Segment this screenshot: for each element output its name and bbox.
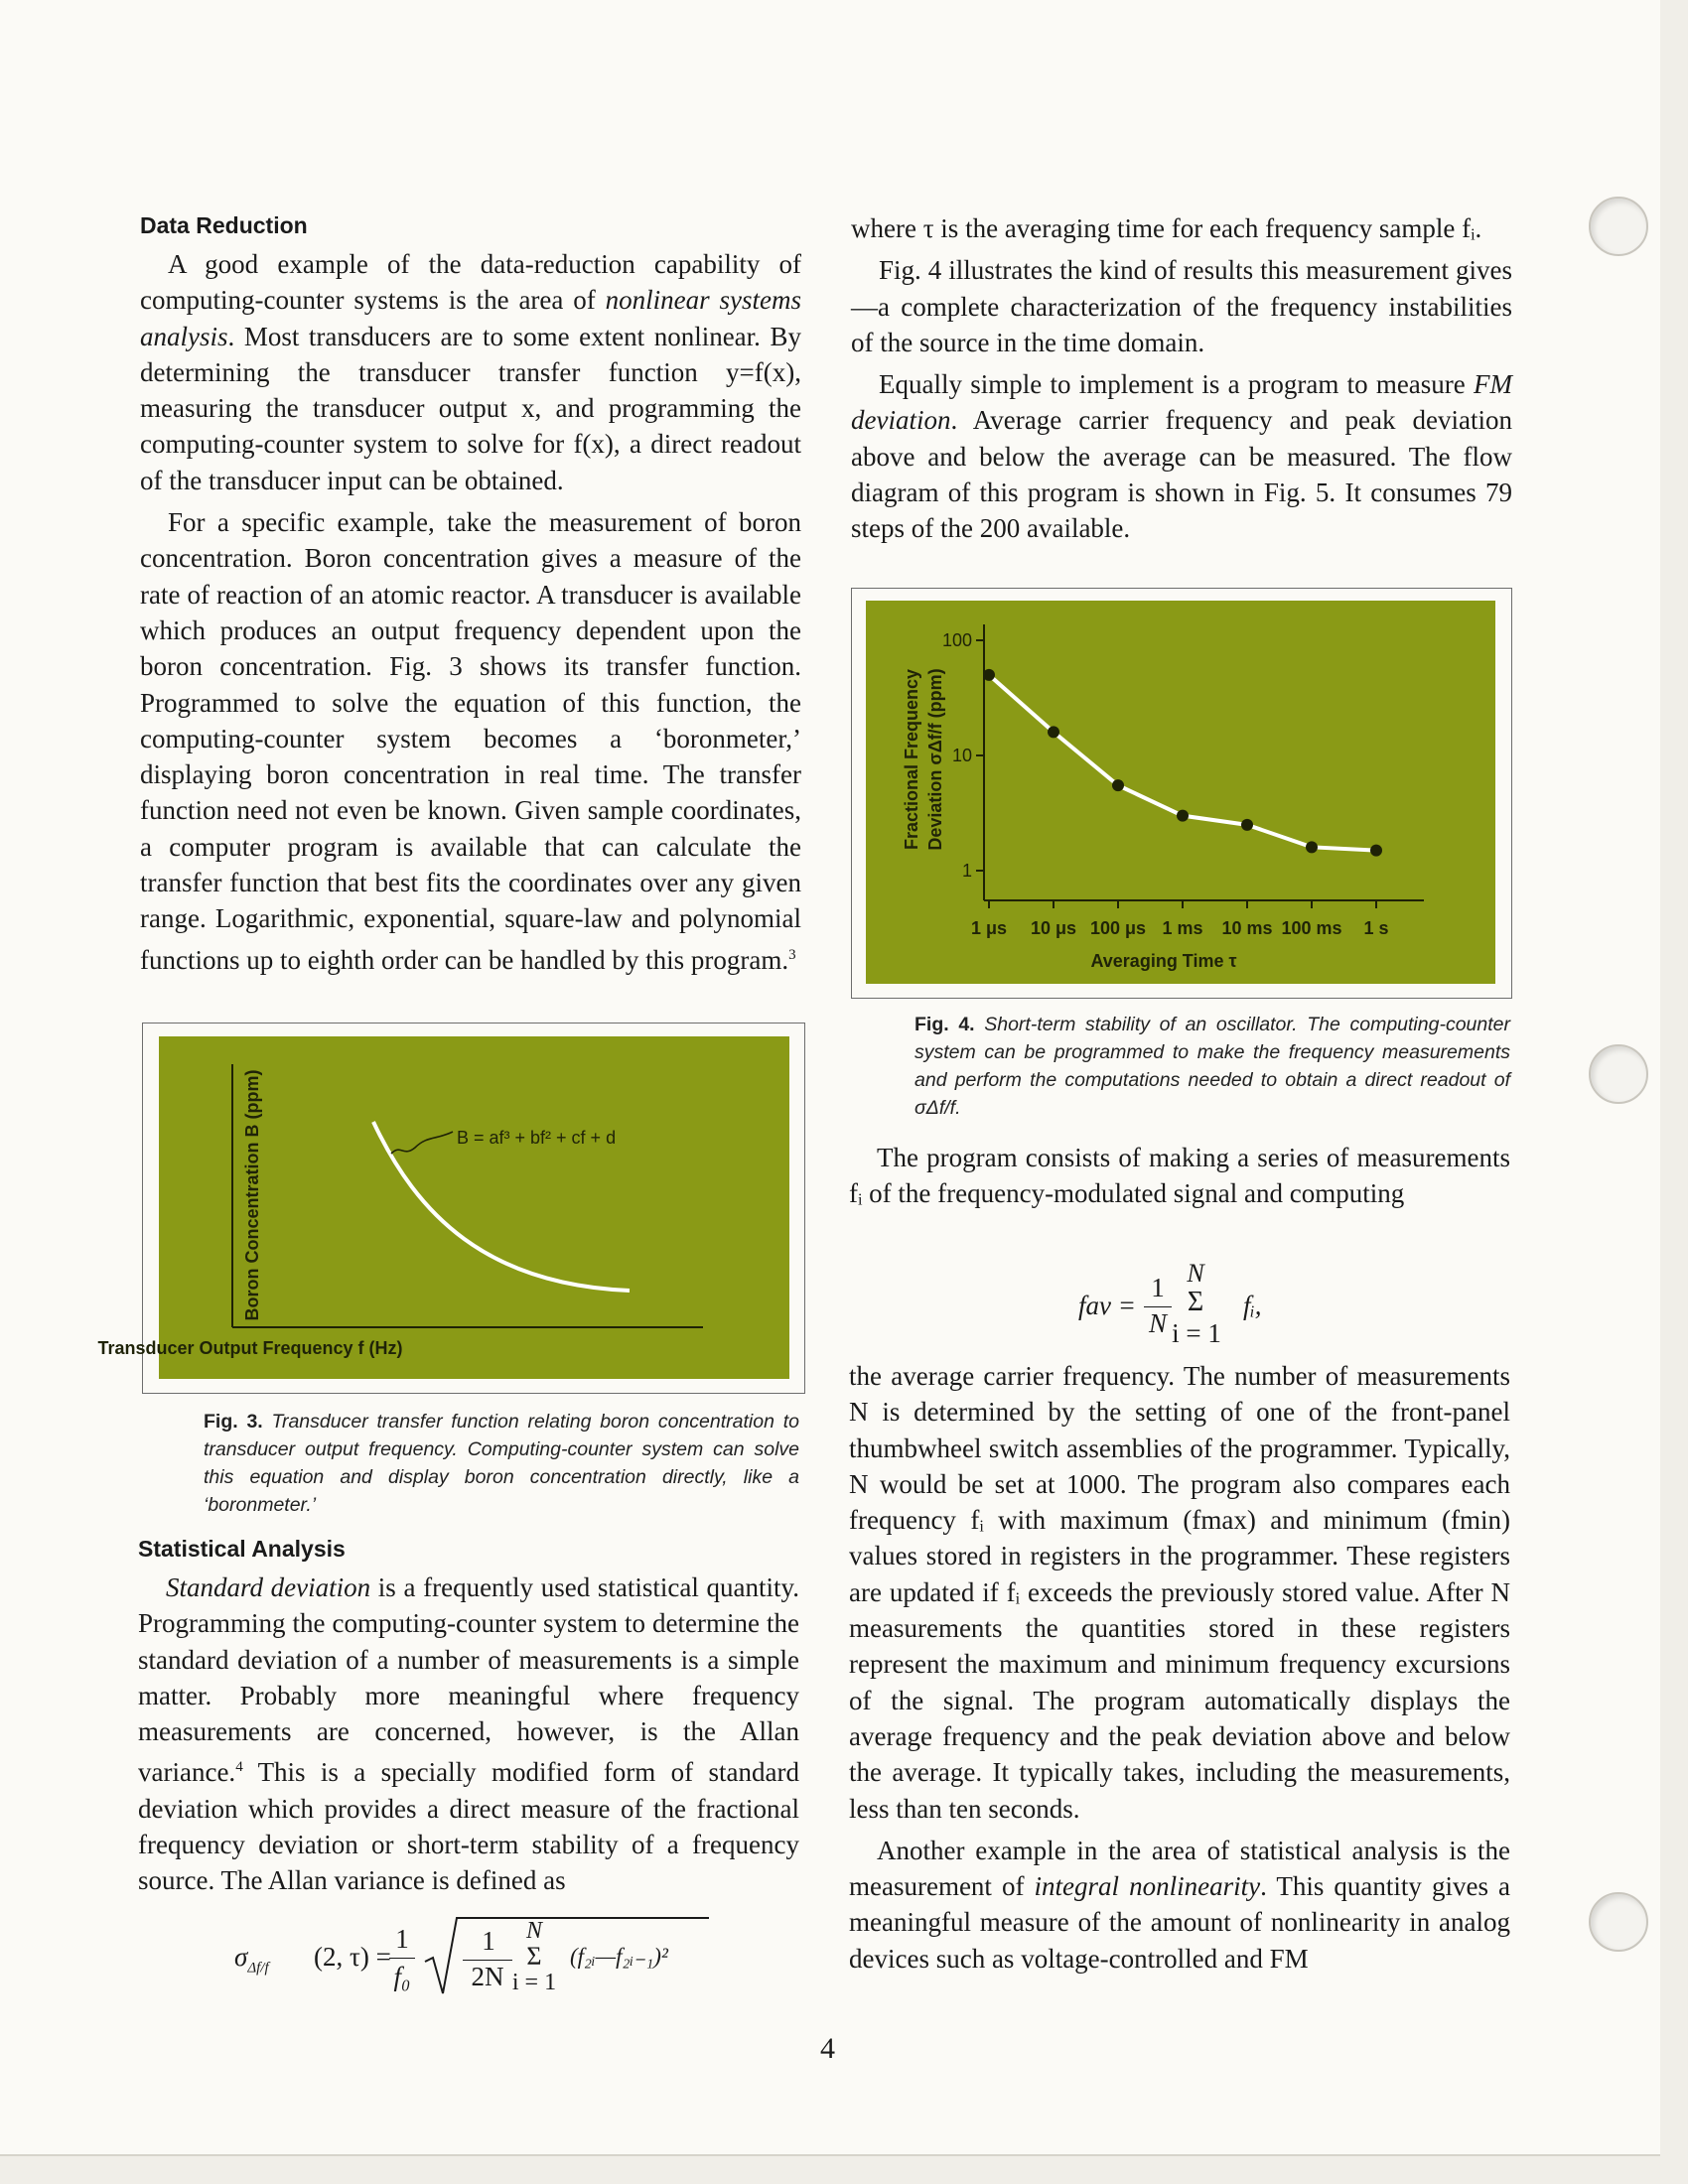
text: Equally simple to implement is a program to measure xyxy=(879,369,1475,400)
caption-label: Fig. 3. xyxy=(204,1411,263,1433)
x-axis-label: Averaging Time τ xyxy=(1090,951,1237,971)
fig3-ylabel: Boron Concentration B (ppm) xyxy=(242,1069,262,1321)
right-column-top xyxy=(851,210,1512,547)
binder-hole-top xyxy=(1589,197,1648,256)
paragraph-average: the average carrier frequency. The number of measurements N is determined by the setting of one of the front-panel thumbwheel switch assemblies of the programmer. Typically, N would be set at 1000. The program also compares each frequency fᵢ with maximum (fmax) and minimum (fmin) values stored in registers in the programmer. These registers are updated if fᵢ exceeds the previously stored value. After N measurements the quantities stored in these registers represent the maximum and minimum frequency excursions of the signal. The program automatically displays the average frequency and the peak deviation above and below the average. It typically takes, including the measurements, less than ten seconds. xyxy=(849,1361,1510,1824)
callout-leader xyxy=(391,1132,453,1154)
left-column-top xyxy=(140,210,801,978)
y-axis-label-line2: Deviation σΔf/f (ppm) xyxy=(925,668,945,851)
binder-hole-bottom xyxy=(1589,1892,1648,1952)
binder-hole-middle xyxy=(1589,1044,1648,1104)
emphasis: Standard deviation xyxy=(166,1572,371,1602)
y-tick-label: 10 xyxy=(951,746,972,765)
paragraph-fig4-ref: Fig. 4 illustrates the kind of results this measurement gives—a complete characterization of the frequency instabilities of the source in the time domain. xyxy=(851,255,1512,357)
eq-frac-den: f₀ xyxy=(393,1962,411,1991)
text: A good example of the data-reduction capability of computing-counter systems is the area of xyxy=(140,249,801,316)
text: Another example in the area of statistical analysis is the measurement of xyxy=(849,1835,1510,1902)
paragraph-tau: where τ is the averaging time for each frequency sample fᵢ. xyxy=(851,213,1482,243)
eq-frac-num: 1 xyxy=(395,1924,409,1954)
eq-fav-term: fᵢ, xyxy=(1243,1291,1262,1320)
figure-4-caption xyxy=(914,1011,1510,1122)
page-edge xyxy=(1660,0,1688,2184)
y-tick-label: 100 xyxy=(941,630,972,650)
fig3-xlabel: Transducer Output Frequency f (Hz) xyxy=(97,1338,403,1358)
paragraph-allan xyxy=(138,1570,799,1899)
page-number: 4 xyxy=(820,2032,835,2065)
eq-fav-num: 1 xyxy=(1151,1273,1165,1302)
eq-sigma: σ xyxy=(234,1942,248,1972)
footnote-ref: 4 xyxy=(235,1759,243,1776)
eq-frac2-den: 2N xyxy=(471,1962,504,1991)
paragraph-fm-deviation xyxy=(851,366,1512,546)
data-point xyxy=(1048,726,1059,738)
emphasis: nonlinear systems analysis xyxy=(140,285,801,351)
caption-label: Fig. 4. xyxy=(914,1014,975,1035)
eq-fav-sum-bottom: i = 1 xyxy=(1172,1318,1221,1348)
x-tick-label: 100 μs xyxy=(1089,918,1147,938)
series-line xyxy=(989,675,1376,851)
figure-3-panel xyxy=(97,1036,789,1379)
fig3-equation: B = af³ + bf² + cf + d xyxy=(457,1128,617,1148)
eq-fav-sum-top: N xyxy=(1187,1259,1204,1288)
paragraph-nonlinearity xyxy=(849,1833,1510,1977)
page-edge-bottom xyxy=(0,2156,1688,2184)
emphasis: integral nonlinearity xyxy=(1034,1871,1261,1902)
eq-sigma-sub: Δf/f xyxy=(247,1960,269,1977)
heading-statistical-analysis: Statistical Analysis xyxy=(138,1536,346,1562)
equation-average-frequency xyxy=(1078,1259,1336,1354)
footnote-ref: 3 xyxy=(788,946,796,963)
text: For a specific example, take the measurement of boron concentration. Boron concentration gives a measure of the rate of reaction of an atomic reactor. A transducer is available which produces an output frequency dependent upon the boron concentration. Fig. 3 shows its transfer function. Programmed to solve the equation of this function, the computing-counter system becomes a ‘boronmeter,’ displaying boron concentration in real time. The transfer function need not even be known. Given sample coordinates, a computer program is available that can calculate the transfer function that best fits the coordinates over any given range. Logarithmic, exponential, square-law and polynomial functions up to eighth order can be handled by this program. xyxy=(140,507,801,975)
paragraph-boron xyxy=(140,504,801,978)
text: . Average carrier frequency and peak deviation above and below the average can be measured. The flow diagram of this program is shown in Fig. 5. It consumes 79 steps of the 200 available. xyxy=(851,405,1512,544)
figure-4-chart xyxy=(866,601,1495,984)
x-tick-label: 10 ms xyxy=(1221,918,1273,938)
figure-3-plot xyxy=(97,1036,789,1379)
emphasis: FM deviation xyxy=(851,369,1512,436)
text: This is a specially modified form of standard deviation which provides a direct measure of the fractional frequency deviation or short-term stability of a frequency source. The Allan variance is defined as xyxy=(138,1757,799,1896)
text: is a frequently used statistical quantity. Programming the computing-counter system to determine the standard deviation of a number of measurements is a simple matter. Probably more meaningful where frequency measurements are concerned, however, is the Allan variance. xyxy=(138,1572,799,1788)
eq-sum-sign: Σ xyxy=(526,1942,542,1971)
y-axis-label-line1: Fractional Frequency xyxy=(902,668,921,851)
figure-4-frame xyxy=(851,588,1512,999)
eq-args: (2, τ) = xyxy=(314,1942,391,1972)
eq-fav-den: N xyxy=(1148,1308,1167,1338)
eq-fav-lhs: fav = xyxy=(1078,1291,1136,1320)
caption-text: Transducer transfer function relating boron concentration to transducer output frequency. Computing-counter system can solve this equation and display boron concentration directly, like a ‘boronmeter.’ xyxy=(204,1411,799,1516)
data-point xyxy=(1306,841,1318,853)
eq-term: (f₂ᵢ—f₂ᵢ₋₁)² xyxy=(570,1944,668,1969)
text: . This quantity gives a meaningful measure of the amount of nonlinearity in analog devices such as voltage-controlled and FM xyxy=(849,1871,1510,1974)
paragraph-nonlinear xyxy=(140,246,801,498)
text: . Most transducers are to some extent nonlinear. By determining the transducer transfer function y=f(x), measuring the transducer output x, and programming the computing-counter system to solve for f(x), a direct readout of the transducer input can be obtained. xyxy=(140,321,801,495)
left-column-bottom xyxy=(138,1534,799,1899)
eq-frac2-num: 1 xyxy=(482,1926,495,1956)
right-column-bottom xyxy=(849,1358,1510,1977)
y-tick-label: 1 xyxy=(961,861,972,881)
data-point xyxy=(983,669,995,681)
eq-sum-bottom: i = 1 xyxy=(511,1970,557,1995)
data-point xyxy=(1112,779,1124,791)
figure-3-frame xyxy=(97,1023,805,1394)
paragraph-program: The program consists of making a series of measurements fᵢ of the frequency-modulated signal and computing xyxy=(849,1143,1510,1209)
caption-text: Short-term stability of an oscillator. The computing-counter system can be programmed to make the frequency measurements and perform the computations needed to obtain a direct readout of σΔf/f. xyxy=(914,1014,1510,1119)
x-tick-label: 1 s xyxy=(1363,918,1389,938)
x-tick-label: 1 μs xyxy=(970,918,1008,938)
data-point xyxy=(1241,819,1253,831)
right-column-mid xyxy=(849,1140,1510,1212)
heading-data-reduction: Data Reduction xyxy=(140,212,308,238)
figure-4-panel xyxy=(866,601,1495,984)
figure-3-caption xyxy=(204,1408,799,1519)
eq-fav-sum-sign: Σ xyxy=(1187,1287,1204,1317)
data-point xyxy=(1177,810,1189,822)
x-tick-label: 100 ms xyxy=(1281,918,1342,938)
eq-sum-top: N xyxy=(525,1918,542,1944)
x-tick-label: 10 μs xyxy=(1030,918,1077,938)
data-point xyxy=(1370,845,1382,857)
equation-allan-variance xyxy=(234,1912,711,2001)
x-tick-label: 1 ms xyxy=(1162,918,1203,938)
